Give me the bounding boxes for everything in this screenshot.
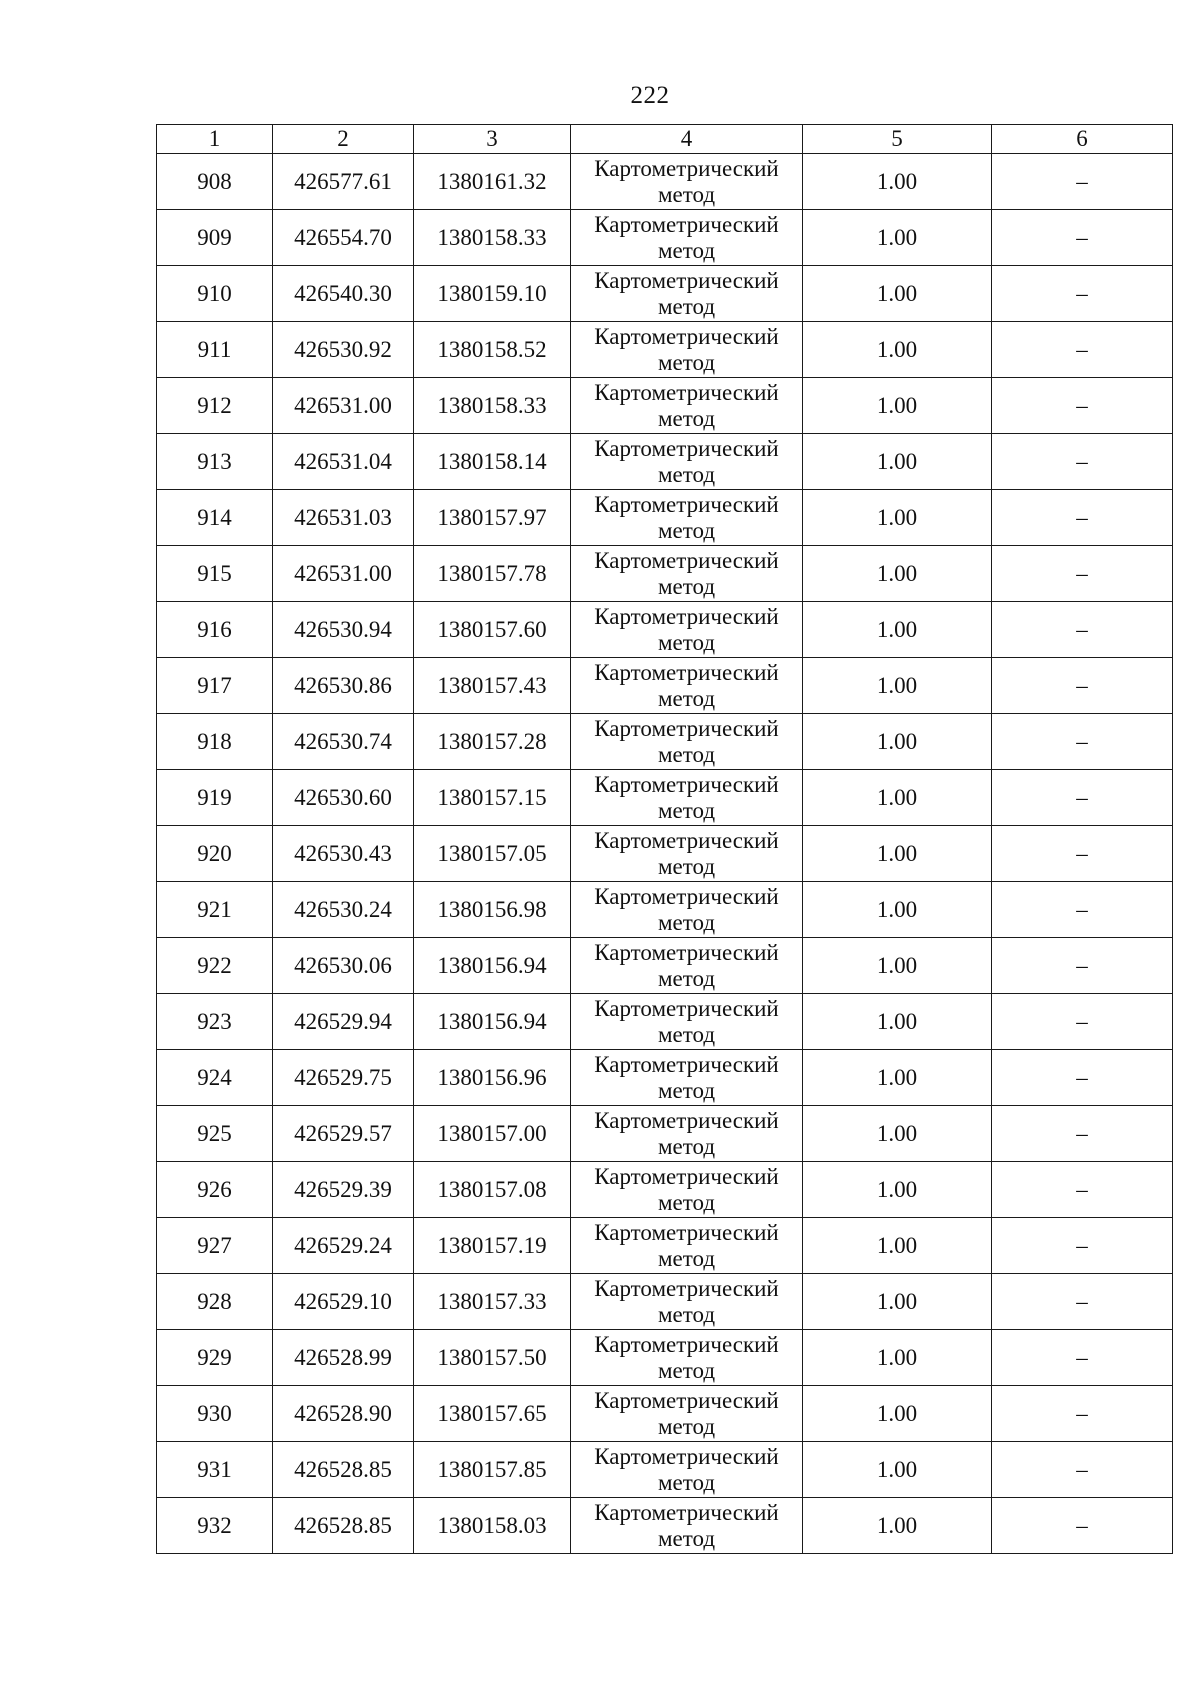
point-number-cell: 918 — [157, 714, 273, 770]
y-coordinate-cell: 1380157.43 — [414, 658, 571, 714]
table-row — [157, 546, 1173, 602]
table-row — [157, 378, 1173, 434]
note-cell: – — [992, 1330, 1173, 1386]
x-coordinate-cell: 426529.57 — [273, 1106, 414, 1162]
y-coordinate-cell: 1380156.94 — [414, 938, 571, 994]
x-coordinate-cell: 426528.90 — [273, 1386, 414, 1442]
y-coordinate-cell: 1380157.97 — [414, 490, 571, 546]
table-row — [157, 210, 1173, 266]
point-number-cell: 921 — [157, 882, 273, 938]
y-coordinate-cell: 1380158.33 — [414, 378, 571, 434]
note-cell: – — [992, 770, 1173, 826]
column-header: 6 — [992, 125, 1173, 154]
method-cell: Картометрический метод — [571, 1274, 803, 1330]
note-cell: – — [992, 322, 1173, 378]
y-coordinate-cell: 1380157.08 — [414, 1162, 571, 1218]
point-number-cell: 925 — [157, 1106, 273, 1162]
table-row — [157, 1106, 1173, 1162]
method-cell: Картометрический метод — [571, 826, 803, 882]
accuracy-cell: 1.00 — [803, 1050, 992, 1106]
note-cell: – — [992, 434, 1173, 490]
column-header: 4 — [571, 125, 803, 154]
y-coordinate-cell: 1380158.14 — [414, 434, 571, 490]
y-coordinate-cell: 1380157.00 — [414, 1106, 571, 1162]
x-coordinate-cell: 426530.94 — [273, 602, 414, 658]
x-coordinate-cell: 426540.30 — [273, 266, 414, 322]
accuracy-cell: 1.00 — [803, 434, 992, 490]
note-cell: – — [992, 994, 1173, 1050]
point-number-cell: 923 — [157, 994, 273, 1050]
accuracy-cell: 1.00 — [803, 602, 992, 658]
accuracy-cell: 1.00 — [803, 882, 992, 938]
note-cell: – — [992, 546, 1173, 602]
note-cell: – — [992, 1162, 1173, 1218]
note-cell: – — [992, 602, 1173, 658]
method-cell: Картометрический метод — [571, 938, 803, 994]
table-row — [157, 434, 1173, 490]
method-cell: Картометрический метод — [571, 1386, 803, 1442]
point-number-cell: 915 — [157, 546, 273, 602]
x-coordinate-cell: 426529.39 — [273, 1162, 414, 1218]
x-coordinate-cell: 426529.24 — [273, 1218, 414, 1274]
point-number-cell: 932 — [157, 1498, 273, 1554]
accuracy-cell: 1.00 — [803, 1386, 992, 1442]
table-row — [157, 1050, 1173, 1106]
method-cell: Картометрический метод — [571, 322, 803, 378]
note-cell: – — [992, 826, 1173, 882]
note-cell: – — [992, 1274, 1173, 1330]
x-coordinate-cell: 426528.85 — [273, 1498, 414, 1554]
method-cell: Картометрический метод — [571, 210, 803, 266]
table-row — [157, 1386, 1173, 1442]
accuracy-cell: 1.00 — [803, 1162, 992, 1218]
point-number-cell: 929 — [157, 1330, 273, 1386]
y-coordinate-cell: 1380156.94 — [414, 994, 571, 1050]
column-header: 2 — [273, 125, 414, 154]
accuracy-cell: 1.00 — [803, 210, 992, 266]
y-coordinate-cell: 1380157.33 — [414, 1274, 571, 1330]
note-cell: – — [992, 938, 1173, 994]
note-cell: – — [992, 266, 1173, 322]
accuracy-cell: 1.00 — [803, 1498, 992, 1554]
coordinates-table — [156, 124, 1173, 1554]
method-cell: Картометрический метод — [571, 1442, 803, 1498]
method-cell: Картометрический метод — [571, 266, 803, 322]
point-number-cell: 927 — [157, 1218, 273, 1274]
x-coordinate-cell: 426530.06 — [273, 938, 414, 994]
x-coordinate-cell: 426529.94 — [273, 994, 414, 1050]
method-cell: Картометрический метод — [571, 770, 803, 826]
accuracy-cell: 1.00 — [803, 714, 992, 770]
table-row — [157, 658, 1173, 714]
accuracy-cell: 1.00 — [803, 770, 992, 826]
note-cell: – — [992, 1442, 1173, 1498]
table-row — [157, 1162, 1173, 1218]
table-row — [157, 714, 1173, 770]
table-row — [157, 1498, 1173, 1554]
y-coordinate-cell: 1380157.85 — [414, 1442, 571, 1498]
note-cell: – — [992, 378, 1173, 434]
table-row — [157, 266, 1173, 322]
point-number-cell: 911 — [157, 322, 273, 378]
accuracy-cell: 1.00 — [803, 1106, 992, 1162]
method-cell: Картометрический метод — [571, 602, 803, 658]
table-row — [157, 1442, 1173, 1498]
table-row — [157, 154, 1173, 210]
method-cell: Картометрический метод — [571, 154, 803, 210]
x-coordinate-cell: 426528.85 — [273, 1442, 414, 1498]
point-number-cell: 926 — [157, 1162, 273, 1218]
method-cell: Картометрический метод — [571, 658, 803, 714]
point-number-cell: 931 — [157, 1442, 273, 1498]
point-number-cell: 912 — [157, 378, 273, 434]
table-row — [157, 770, 1173, 826]
accuracy-cell: 1.00 — [803, 994, 992, 1050]
table-row — [157, 490, 1173, 546]
y-coordinate-cell: 1380156.96 — [414, 1050, 571, 1106]
method-cell: Картометрический метод — [571, 1162, 803, 1218]
y-coordinate-cell: 1380157.50 — [414, 1330, 571, 1386]
point-number-cell: 919 — [157, 770, 273, 826]
point-number-cell: 930 — [157, 1386, 273, 1442]
x-coordinate-cell: 426530.60 — [273, 770, 414, 826]
accuracy-cell: 1.00 — [803, 826, 992, 882]
table-row — [157, 1274, 1173, 1330]
x-coordinate-cell: 426531.00 — [273, 546, 414, 602]
accuracy-cell: 1.00 — [803, 1330, 992, 1386]
y-coordinate-cell: 1380158.03 — [414, 1498, 571, 1554]
y-coordinate-cell: 1380157.78 — [414, 546, 571, 602]
y-coordinate-cell: 1380157.15 — [414, 770, 571, 826]
y-coordinate-cell: 1380156.98 — [414, 882, 571, 938]
table-row — [157, 882, 1173, 938]
table-row — [157, 938, 1173, 994]
x-coordinate-cell: 426530.43 — [273, 826, 414, 882]
method-cell: Картометрический метод — [571, 434, 803, 490]
x-coordinate-cell: 426531.00 — [273, 378, 414, 434]
method-cell: Картометрический метод — [571, 546, 803, 602]
x-coordinate-cell: 426554.70 — [273, 210, 414, 266]
point-number-cell: 922 — [157, 938, 273, 994]
method-cell: Картометрический метод — [571, 490, 803, 546]
x-coordinate-cell: 426529.10 — [273, 1274, 414, 1330]
point-number-cell: 928 — [157, 1274, 273, 1330]
column-header: 5 — [803, 125, 992, 154]
method-cell: Картометрический метод — [571, 1498, 803, 1554]
note-cell: – — [992, 882, 1173, 938]
table-row — [157, 1330, 1173, 1386]
note-cell: – — [992, 490, 1173, 546]
y-coordinate-cell: 1380161.32 — [414, 154, 571, 210]
method-cell: Картометрический метод — [571, 882, 803, 938]
point-number-cell: 910 — [157, 266, 273, 322]
y-coordinate-cell: 1380157.28 — [414, 714, 571, 770]
accuracy-cell: 1.00 — [803, 266, 992, 322]
accuracy-cell: 1.00 — [803, 154, 992, 210]
accuracy-cell: 1.00 — [803, 1442, 992, 1498]
y-coordinate-cell: 1380157.65 — [414, 1386, 571, 1442]
accuracy-cell: 1.00 — [803, 546, 992, 602]
method-cell: Картометрический метод — [571, 714, 803, 770]
point-number-cell: 924 — [157, 1050, 273, 1106]
y-coordinate-cell: 1380157.60 — [414, 602, 571, 658]
note-cell: – — [992, 154, 1173, 210]
accuracy-cell: 1.00 — [803, 938, 992, 994]
table-row — [157, 1218, 1173, 1274]
point-number-cell: 909 — [157, 210, 273, 266]
x-coordinate-cell: 426530.92 — [273, 322, 414, 378]
accuracy-cell: 1.00 — [803, 378, 992, 434]
x-coordinate-cell: 426530.74 — [273, 714, 414, 770]
x-coordinate-cell: 426529.75 — [273, 1050, 414, 1106]
table-row — [157, 322, 1173, 378]
accuracy-cell: 1.00 — [803, 490, 992, 546]
point-number-cell: 914 — [157, 490, 273, 546]
x-coordinate-cell: 426528.99 — [273, 1330, 414, 1386]
x-coordinate-cell: 426530.86 — [273, 658, 414, 714]
method-cell: Картометрический метод — [571, 1106, 803, 1162]
table-row — [157, 602, 1173, 658]
x-coordinate-cell: 426577.61 — [273, 154, 414, 210]
method-cell: Картометрический метод — [571, 1218, 803, 1274]
note-cell: – — [992, 658, 1173, 714]
x-coordinate-cell: 426530.24 — [273, 882, 414, 938]
method-cell: Картометрический метод — [571, 1050, 803, 1106]
method-cell: Картометрический метод — [571, 1330, 803, 1386]
note-cell: – — [992, 714, 1173, 770]
page-number: 222 — [630, 82, 670, 109]
column-header: 3 — [414, 125, 571, 154]
x-coordinate-cell: 426531.03 — [273, 490, 414, 546]
point-number-cell: 913 — [157, 434, 273, 490]
y-coordinate-cell: 1380157.05 — [414, 826, 571, 882]
table-row — [157, 994, 1173, 1050]
method-cell: Картометрический метод — [571, 994, 803, 1050]
y-coordinate-cell: 1380157.19 — [414, 1218, 571, 1274]
column-header: 1 — [157, 125, 273, 154]
table-body — [157, 154, 1173, 1554]
accuracy-cell: 1.00 — [803, 658, 992, 714]
y-coordinate-cell: 1380158.52 — [414, 322, 571, 378]
accuracy-cell: 1.00 — [803, 1218, 992, 1274]
y-coordinate-cell: 1380159.10 — [414, 266, 571, 322]
y-coordinate-cell: 1380158.33 — [414, 210, 571, 266]
x-coordinate-cell: 426531.04 — [273, 434, 414, 490]
point-number-cell: 908 — [157, 154, 273, 210]
point-number-cell: 916 — [157, 602, 273, 658]
note-cell: – — [992, 1498, 1173, 1554]
note-cell: – — [992, 1050, 1173, 1106]
point-number-cell: 920 — [157, 826, 273, 882]
note-cell: – — [992, 1218, 1173, 1274]
note-cell: – — [992, 1106, 1173, 1162]
point-number-cell: 917 — [157, 658, 273, 714]
table-header-row — [157, 125, 1173, 154]
method-cell: Картометрический метод — [571, 378, 803, 434]
note-cell: – — [992, 1386, 1173, 1442]
accuracy-cell: 1.00 — [803, 322, 992, 378]
table-row — [157, 826, 1173, 882]
note-cell: – — [992, 210, 1173, 266]
accuracy-cell: 1.00 — [803, 1274, 992, 1330]
